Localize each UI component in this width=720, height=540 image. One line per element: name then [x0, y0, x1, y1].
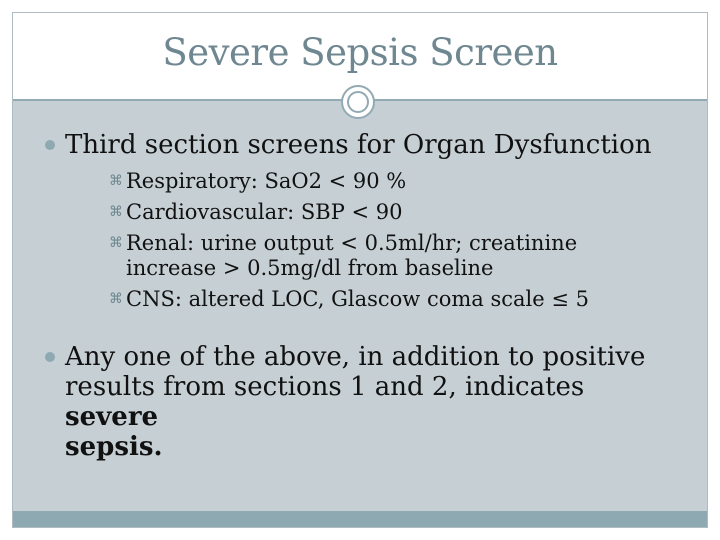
- sub-item-renal: [109, 231, 686, 281]
- bullet-text-line2: results from sections 1 and 2, indicates: [65, 372, 585, 402]
- slide-title: Severe Sepsis Screen: [162, 31, 558, 74]
- bullet-organ-dysfunction: [65, 130, 665, 160]
- bullet-dot-icon: [45, 140, 55, 150]
- sub-item-text-line2: increase > 0.5mg/dl from baseline: [126, 256, 494, 280]
- sub-bullet-icon: ⌘: [109, 235, 123, 251]
- sub-bullet-icon: ⌘: [109, 173, 123, 189]
- sub-item-text-line1: Renal: urine output < 0.5ml/hr; creatinine: [126, 231, 578, 255]
- bullet-dot-icon: [45, 352, 55, 362]
- sub-item-text: CNS: altered LOC, Glascow coma scale ≤ 5: [126, 287, 589, 311]
- sub-item-cardiovascular: [109, 200, 686, 225]
- sub-item-text: Cardiovascular: SBP < 90: [126, 200, 403, 224]
- sub-item-cns: [109, 287, 686, 312]
- bullet-text-emphasis-end: sepsis.: [65, 432, 163, 462]
- bullet-text-line1: Any one of the above, in addition to positive: [65, 342, 646, 372]
- bullet-any-one: [65, 342, 665, 462]
- bullet-text: Third section screens for Organ Dysfunction: [65, 130, 652, 160]
- sub-bullet-icon: ⌘: [109, 204, 123, 220]
- sub-item-text: Respiratory: SaO2 < 90 %: [126, 169, 407, 193]
- bullet-text-emphasis: severe: [65, 402, 159, 432]
- sub-item-respiratory: [109, 169, 686, 194]
- sub-bullet-icon: ⌘: [109, 291, 123, 307]
